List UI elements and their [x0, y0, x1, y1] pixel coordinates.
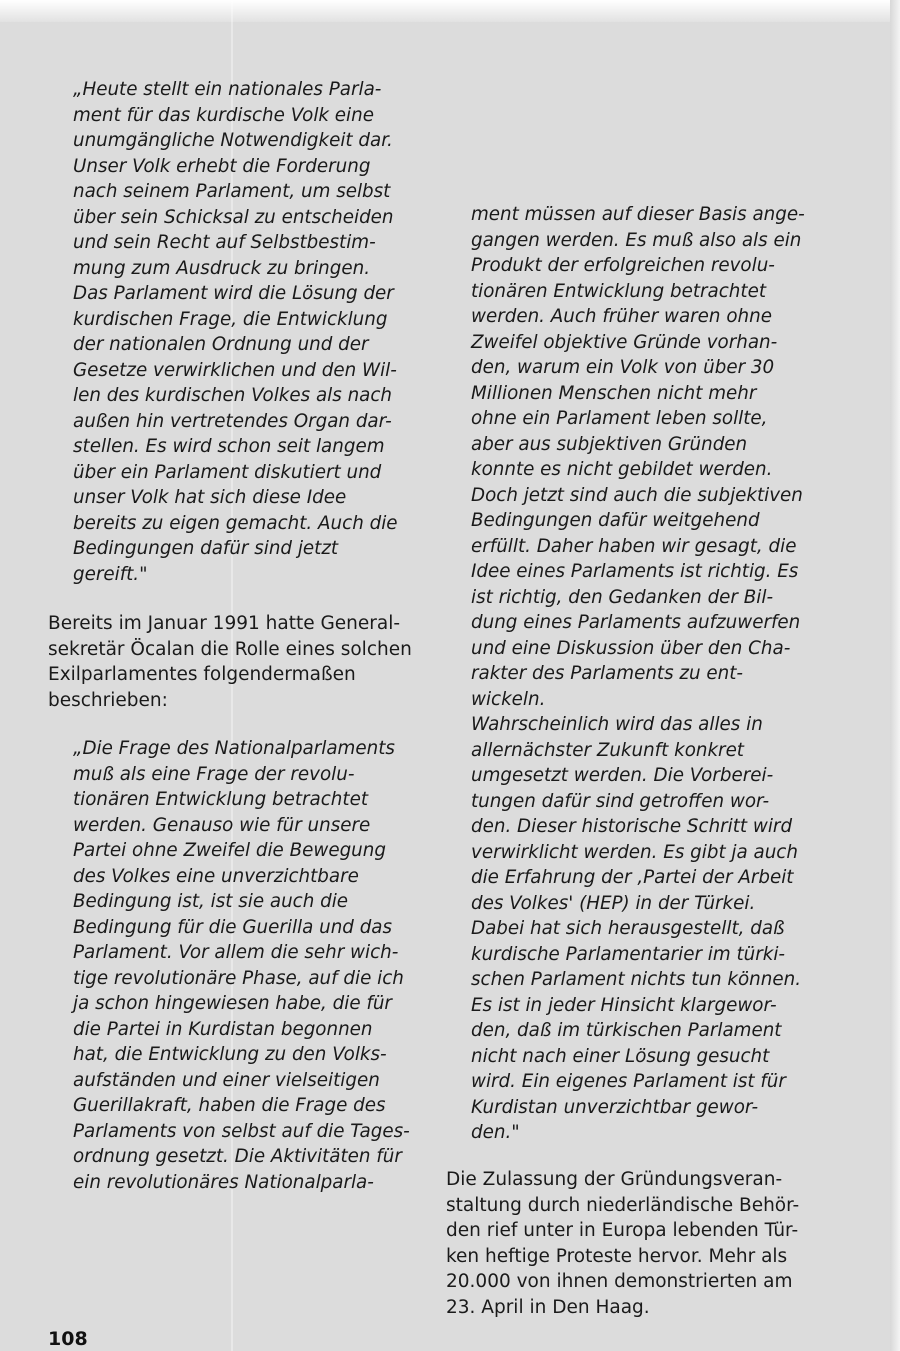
text-line: Parlament. Vor allem die sehr wich- [73, 942, 399, 963]
text-line: 23. April in Den Haag. [446, 1296, 650, 1318]
text-line: die Erfahrung der ,Partei der Arbeit [471, 867, 794, 888]
text-line: ein revolutionäres Nationalparla- [73, 1171, 374, 1193]
text-line: len des kurdischen Volkes als nach [73, 385, 393, 406]
text-line: gangen werden. Es muß also als ein [471, 229, 802, 251]
scan-top-shadow [0, 0, 900, 22]
text-line: Bedingungen dafür weitgehend [471, 510, 760, 531]
text-line: nicht nach einer Lösung gesucht [471, 1045, 770, 1067]
text-line: Dabei hat sich herausgestellt, daß [471, 918, 785, 939]
text-line: Kurdistan unverzichtbar gewor- [471, 1096, 759, 1118]
text-line: den rief unter in Europa lebenden Tür- [446, 1220, 799, 1241]
text-line: Bedingung ist, ist sie auch die [73, 891, 349, 912]
text-line: werden. Auch früher waren ohne [471, 306, 772, 327]
text-line: sekretär Öcalan die Rolle eines solchen [48, 638, 412, 660]
text-line: kurdischen Frage, die Entwicklung [73, 308, 388, 330]
text-line: tungen dafür sind getroffen wor- [471, 790, 770, 812]
right-paragraph [446, 1167, 799, 1320]
text-line: ohne ein Parlament leben sollte, [471, 408, 768, 429]
text-line: verwirklicht werden. Es gibt ja auch [471, 841, 798, 863]
text-line: die Partei in Kurdistan begonnen [73, 1018, 373, 1040]
text-line: nach seinem Parlament, um selbst [73, 181, 391, 202]
text-line: beschrieben: [48, 689, 168, 711]
text-line: allernächster Zukunft konkret [471, 739, 744, 761]
text-line: ment für das kurdische Volk eine [73, 104, 374, 126]
text-line: der nationalen Ordnung und der [73, 334, 369, 355]
text-line: Produkt der erfolgreichen revolu- [471, 255, 775, 276]
left-paragraph [48, 611, 412, 713]
text-line: Zweifel objektive Gründe vorhan- [471, 331, 778, 353]
text-line: Gesetze verwirklichen und den Wil- [73, 359, 397, 381]
text-line: ja schon hingewiesen habe, die für [73, 993, 392, 1014]
text-line: gereift." [73, 563, 148, 585]
text-line: tionären Entwicklung betrachtet [73, 789, 368, 810]
text-line: Die Zulassung der Gründungsveran- [446, 1169, 783, 1190]
text-line: den. Dieser historische Schritt wird [471, 816, 793, 837]
right-quote-continued [471, 202, 805, 1146]
text-line: Bereits im Januar 1991 hatte General- [48, 613, 401, 634]
text-line: rakter des Parlaments zu ent- [471, 663, 743, 684]
text-line: staltung durch niederländische Behör- [446, 1194, 800, 1216]
text-line: und eine Diskussion über den Cha- [471, 637, 791, 659]
text-line: Parlaments von selbst auf die Tages- [73, 1120, 410, 1142]
text-line: ken heftige Proteste hervor. Mehr als [446, 1245, 788, 1267]
text-line: Idee eines Parlaments ist richtig. Es [471, 561, 799, 582]
text-line: unser Volk hat sich diese Idee [73, 487, 347, 508]
text-line: umgesetzt werden. Die Vorberei- [471, 765, 774, 786]
text-line: ordnung gesetzt. Die Aktivitäten für [73, 1146, 402, 1167]
text-line: ment müssen auf dieser Basis ange- [471, 204, 805, 225]
text-line: tige revolutionäre Phase, auf die ich [73, 967, 404, 989]
text-line: den, daß im türkischen Parlament [471, 1020, 782, 1041]
text-line: tionären Entwicklung betrachtet [471, 280, 766, 302]
text-line: Wahrscheinlich wird das alles in [471, 714, 763, 735]
text-line: mung zum Ausdruck zu bringen. [73, 257, 370, 279]
text-line: den." [471, 1122, 520, 1143]
text-line: bereits zu eigen gemacht. Auch die [73, 512, 398, 534]
text-line: Bedingungen dafür sind jetzt [73, 538, 339, 559]
text-line: dung eines Parlaments aufzuwerfen [471, 612, 801, 633]
text-line: aufständen und einer vielseitigen [73, 1069, 380, 1091]
text-line: unumgängliche Notwendigkeit dar. [73, 130, 393, 151]
text-line: Guerillakraft, haben die Frage des [73, 1095, 386, 1116]
text-line: „Heute stellt ein nationales Parla- [73, 79, 382, 100]
text-line: außen hin vertretendes Organ dar- [73, 410, 392, 432]
text-line: Es ist in jeder Hinsicht klargewor- [471, 994, 777, 1016]
text-line: des Volkes eine unverzichtbare [73, 865, 359, 887]
text-line: den, warum ein Volk von über 30 [471, 357, 775, 378]
text-line: stellen. Es wird schon seit langem [73, 436, 385, 457]
text-line: Doch jetzt sind auch die subjektiven [471, 484, 803, 506]
text-line: konnte es nicht gebildet werden. [471, 459, 773, 480]
text-line: über ein Parlament diskutiert und [73, 461, 382, 483]
page-number: 108 [48, 1328, 88, 1350]
text-line: Exilparlamentes folgendermaßen [48, 664, 356, 685]
text-line: aber aus subjektiven Gründen [471, 433, 748, 455]
scan-right-edge [890, 0, 900, 1351]
left-quote-1 [73, 77, 398, 587]
text-line: Das Parlament wird die Lösung der [73, 283, 394, 304]
text-line: muß als eine Frage der revolu- [73, 763, 355, 785]
text-line: kurdische Parlamentarier im türki- [471, 943, 786, 965]
text-line: Bedingung für die Guerilla und das [73, 916, 393, 938]
text-line: Millionen Menschen nicht mehr [471, 382, 757, 404]
text-line: Unser Volk erhebt die Forderung [73, 155, 371, 177]
text-line: Partei ohne Zweifel die Bewegung [73, 840, 386, 861]
text-line: 20.000 von ihnen demonstrierten am [446, 1271, 793, 1292]
text-line: ist richtig, den Gedanken der Bil- [471, 586, 774, 608]
text-line: wird. Ein eigenes Parlament ist für [471, 1071, 786, 1092]
text-line: erfüllt. Daher haben wir gesagt, die [471, 535, 797, 557]
text-line: des Volkes' (HEP) in der Türkei. [471, 892, 756, 914]
text-line: über sein Schicksal zu entscheiden [73, 206, 394, 228]
text-line: schen Parlament nichts tun können. [471, 969, 801, 990]
text-line: hat, die Entwicklung zu den Volks- [73, 1044, 387, 1065]
left-quote-2 [73, 736, 410, 1195]
text-line: „Die Frage des Nationalparlaments [73, 738, 395, 759]
text-line: und sein Recht auf Selbstbestim- [73, 232, 376, 253]
text-line: werden. Genauso wie für unsere [73, 814, 371, 836]
text-line: wickeln. [471, 688, 546, 710]
